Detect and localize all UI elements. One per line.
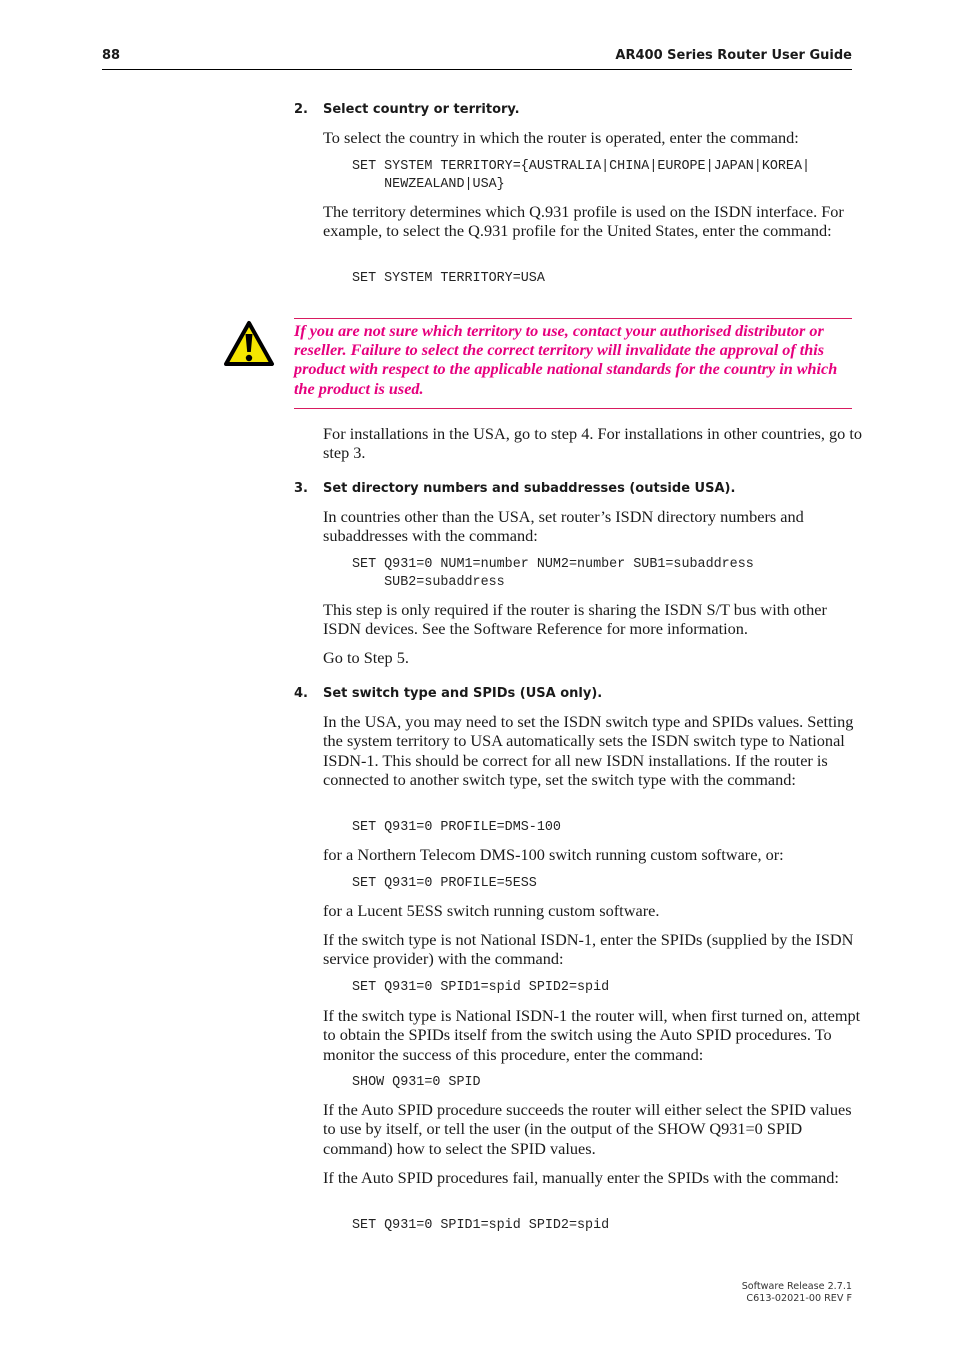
step-4-heading <box>294 686 602 701</box>
warning-bottom-rule <box>294 408 852 409</box>
warning-top-rule <box>294 318 852 319</box>
command-code: SHOW Q931=0 SPID <box>352 1075 481 1090</box>
document-id: C613-02021-00 REV F <box>746 1293 852 1304</box>
page-number: 88 <box>102 48 121 63</box>
paragraph: for a Northern Telecom DMS-100 switch running custom software, or: <box>323 845 784 864</box>
paragraph: To select the country in which the router is operated, enter the command: <box>323 128 799 147</box>
step-number: 3. <box>294 481 308 496</box>
page-footer <box>742 1281 852 1305</box>
paragraph: For installations in the USA, go to step 4. For installations in other countries, go to step 3. <box>323 424 863 463</box>
paragraph: In the USA, you may need to set the ISDN switch type and SPIDs values. Setting the system territory to USA automatically sets the ISDN switch type to National ISDN-1. This should be correct for all new ISDN installations. If the router is connected to another switch type, set the switch type with the command: <box>323 712 854 790</box>
paragraph: If the Auto SPID procedures fail, manually enter the SPIDs with the command: <box>323 1168 839 1187</box>
step-3-heading <box>294 481 735 496</box>
command-code: SET SYSTEM TERRITORY=USA <box>352 271 545 286</box>
page-header <box>102 48 852 70</box>
step-title: Set switch type and SPIDs (USA only). <box>323 686 603 701</box>
step-title: Select country or territory. <box>323 102 520 117</box>
command-code: SET SYSTEM TERRITORY={AUSTRALIA|CHINA|EUROPE|JAPAN|KOREA| NEWZEALAND|USA} <box>352 159 811 192</box>
command-code: SET Q931=0 PROFILE=DMS-100 <box>352 820 561 835</box>
command-code: SET Q931=0 SPID1=spid SPID2=spid <box>352 1218 610 1233</box>
step-title: Set directory numbers and subaddresses (outside USA). <box>323 481 736 496</box>
paragraph: Go to Step 5. <box>323 648 409 667</box>
command-code: SET Q931=0 PROFILE=5ESS <box>352 876 537 891</box>
paragraph: If the switch type is National ISDN-1 the router will, when first turned on, attempt to obtain the SPIDs itself from the switch using the Auto SPID procedures. To monitor the success of this procedure, enter the command: <box>323 1006 861 1064</box>
paragraph: This step is only required if the router is sharing the ISDN S/T bus with other ISDN devices. See the Software Reference for more information. <box>323 600 827 639</box>
paragraph: If the switch type is not National ISDN-1, enter the SPIDs (supplied by the ISDN service provider) with the command: <box>323 930 854 969</box>
paragraph: The territory determines which Q.931 profile is used on the ISDN interface. For example, to select the Q.931 profile for the United States, enter the command: <box>323 202 844 241</box>
warning-triangle-icon <box>223 320 275 368</box>
command-code: SET Q931=0 NUM1=number NUM2=number SUB1=subaddress SUB2=subaddress <box>352 557 754 590</box>
document-title: AR400 Series Router User Guide <box>615 48 852 63</box>
software-release: Software Release 2.7.1 <box>741 1281 852 1292</box>
paragraph: In countries other than the USA, set router’s ISDN directory numbers and subaddresses with the command: <box>323 507 804 546</box>
paragraph: for a Lucent 5ESS switch running custom software. <box>323 901 660 920</box>
warning-text: If you are not sure which territory to use, contact your authorised distributor or reseller. Failure to select the correct territory will invalidate the approval of this product with respect to the applicable national standards for the country in which the product is used. <box>294 322 838 398</box>
step-2-heading <box>294 102 520 117</box>
step-number: 2. <box>294 102 308 117</box>
step-number: 4. <box>294 686 308 701</box>
command-code: SET Q931=0 SPID1=spid SPID2=spid <box>352 980 610 995</box>
paragraph: If the Auto SPID procedure succeeds the router will either select the SPID values to use by itself, or tell the user (in the output of the SHOW Q931=0 SPID command) how to select the SPID values. <box>323 1100 852 1158</box>
